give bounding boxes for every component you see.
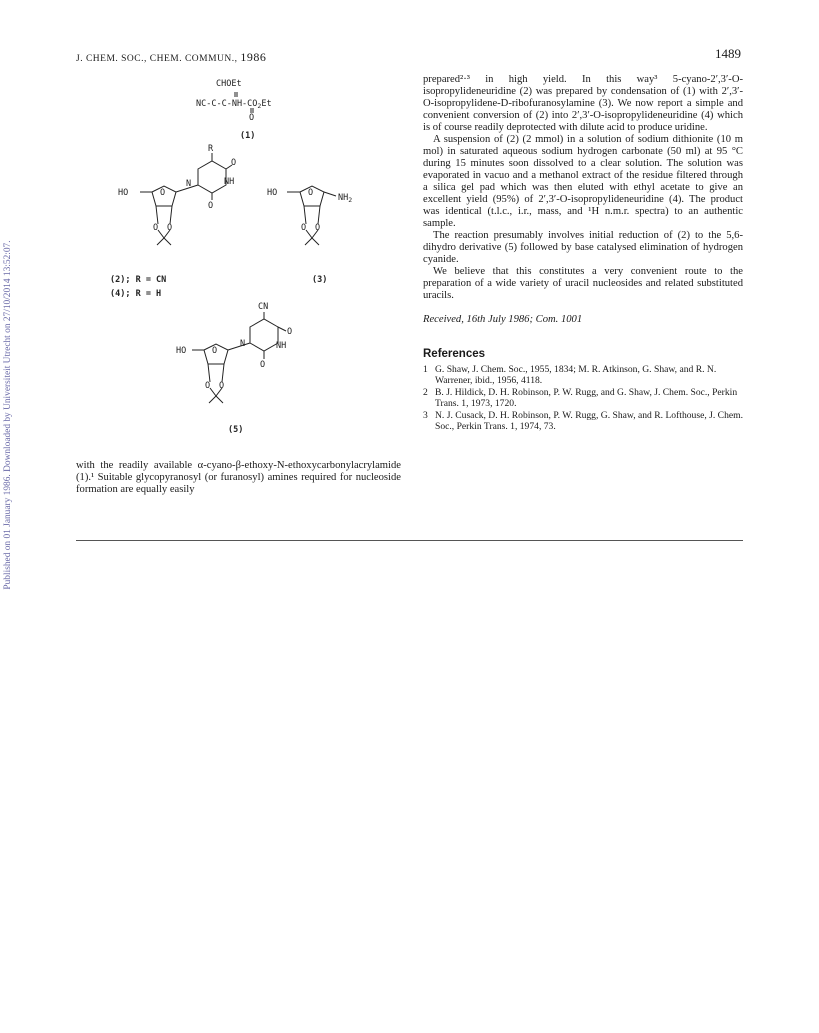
c5-o4-bond — [222, 364, 224, 382]
journal-year: 1986 — [240, 50, 267, 64]
c3-o3-bond — [304, 206, 306, 224]
chemical-structures — [100, 72, 400, 442]
c2-carbonyl-o2: O — [208, 201, 214, 211]
c3-o4: O — [315, 223, 321, 233]
c3-nh2-subscript: 2 — [348, 196, 353, 204]
paragraph-4: We believe that this constitutes a very convenient route to the preparation of a wide variety of uracil nucleosides and related substituted uracils. — [423, 266, 743, 301]
bottom-rule — [76, 540, 743, 541]
c2-o4: O — [167, 223, 173, 233]
right-column — [423, 74, 743, 433]
received-line: Received, 16th July 1986; Com. 1001 — [423, 314, 583, 325]
c5-o4: O — [219, 381, 225, 391]
c5-cn: CN — [258, 302, 269, 312]
c5-ring-o: O — [212, 346, 218, 356]
c5-ketal-a — [210, 388, 216, 396]
c5-glycosidic-bond — [228, 343, 250, 350]
reference-number: 2 — [423, 387, 428, 398]
c2-o3-bond — [156, 206, 158, 224]
references-heading: References — [423, 348, 486, 360]
c2-ring-o: O — [160, 188, 166, 198]
reference-item — [423, 387, 743, 409]
paragraph-3: The reaction presumably involves initial reduction of (2) to the 5,6-dihydro derivative (5) followed by base catalysed elimination of hydrogen cyanide. — [423, 230, 743, 265]
label-compound-5: (5) — [228, 425, 244, 435]
paragraph-2: A suspension of (2) (2 mmol) in a solution of sodium dithionite (10 m mol) in saturated aqueous sodium hydrogen carbonate (50 ml) at 95 °C during 15 minutes soon dissolved to a clear solution. The solution was evaporated in vacuo and a methanol extract of the residue filtered through a silica gel pad which was then eluted with ethyl acetate to give an excellent yield (95%) of 2′,3′-O-isopropylideneuridine (4). The product was identical (t.l.c., i.r., mass, and ¹H n.m.r. spectra) to an authentic sample. — [423, 134, 743, 229]
label-compound-3: (3) — [312, 275, 328, 285]
reference-list — [423, 364, 743, 432]
c3-ho: HO — [267, 188, 278, 198]
c2-o3: O — [153, 223, 159, 233]
c5-carbonyl-o: O — [287, 327, 293, 337]
c5-co-bond — [278, 327, 286, 331]
c5-nh: NH — [276, 341, 287, 351]
reference-text: N. J. Cusack, D. H. Robinson, P. W. Rugg, G. Shaw, and R. Lofthouse, J. Chem. Soc., Perkin Trans. 1, 1974, 73. — [435, 410, 743, 432]
paragraph-1: prepared²·³ in high yield. In this way³ 5-cyano-2′,3′-O-isopropylideneuridine (2) was prepared by condensation of (1) with 2′,3′-O-isopropylidene-D-ribofuranosylamine (3). We now report a simple and convenient conversion of (2) into 2′,3′-O-isopropylideneuridine (4) which is of course readily deprotected with dilute acid to produce uridine. — [423, 74, 743, 133]
c2-n: N — [186, 179, 192, 189]
c2-ho: HO — [118, 188, 129, 198]
c1-end-text: Et — [261, 99, 272, 109]
c3-ring-o: O — [308, 188, 314, 198]
c3-nh2-bond — [324, 192, 336, 196]
c3-o4-bond — [318, 206, 320, 224]
c2-pyrimidine-ring — [198, 161, 226, 193]
journal-name: J. CHEM. SOC., CHEM. COMMUN., — [76, 54, 241, 64]
c3-nh-text: NH — [338, 193, 349, 203]
reference-number: 1 — [423, 364, 428, 375]
c5-methyl-a — [209, 396, 216, 403]
download-notice: Published on 01 January 1986. Downloaded by Universiteit Utrecht on 27/10/2014 13:52:07. — [3, 240, 13, 590]
c3-ketal-a — [306, 230, 312, 238]
reference-number: 3 — [423, 410, 428, 421]
c5-o3-bond — [208, 364, 210, 382]
c1-subscript: 2 — [257, 102, 262, 110]
reference-text: B. J. Hildick, D. H. Robinson, P. W. Rugg, and G. Shaw, J. Chem. Soc., Perkin Trans. 1, 1973, 1720. — [435, 387, 738, 409]
c3-nh2 — [338, 193, 352, 204]
running-head — [76, 50, 266, 65]
reference-item — [423, 410, 743, 432]
c2-o4-bond — [170, 206, 172, 224]
reference-item — [423, 364, 743, 386]
c1-main-chain — [196, 99, 272, 110]
c1-main-text: NC-C-C-NH-CO — [196, 99, 258, 109]
c3-o3: O — [301, 223, 307, 233]
c2-ketal-a — [158, 230, 164, 238]
structures-svg — [100, 72, 400, 442]
c1-oxygen: O — [249, 113, 255, 123]
c1-choet: CHOEt — [216, 79, 242, 89]
c3-methyl-b — [312, 238, 319, 245]
c2-nh: NH — [224, 177, 235, 187]
c5-carbonyl-o2: O — [260, 360, 266, 370]
c5-o3: O — [205, 381, 211, 391]
label-compound-1: (1) — [240, 131, 256, 141]
c5-dihydro-ring — [250, 319, 278, 351]
c2-methyl-b — [164, 238, 171, 245]
left-column-text: with the readily available α-cyano-β-ethoxy-N-ethoxycarbonylacrylamide (1).¹ Suitable glycopyranosyl (or furanosyl) amines required for nucleoside formation are equally easily — [76, 460, 401, 495]
c2-carbonyl-o: O — [231, 158, 237, 168]
c5-n: N — [240, 339, 246, 349]
c5-methyl-b — [216, 396, 223, 403]
c3-methyl-a — [305, 238, 312, 245]
c2-r: R — [208, 144, 214, 154]
label-compound-2: (2); R = CN — [110, 275, 167, 285]
page-number: 1489 — [715, 46, 741, 61]
label-compound-4: (4); R = H — [110, 289, 162, 299]
reference-text: G. Shaw, J. Chem. Soc., 1955, 1834; M. R. Atkinson, G. Shaw, and R. N. Warrener, ibid., 1956, 4118. — [435, 364, 717, 386]
c5-ho: HO — [176, 346, 187, 356]
c2-methyl-a — [157, 238, 164, 245]
